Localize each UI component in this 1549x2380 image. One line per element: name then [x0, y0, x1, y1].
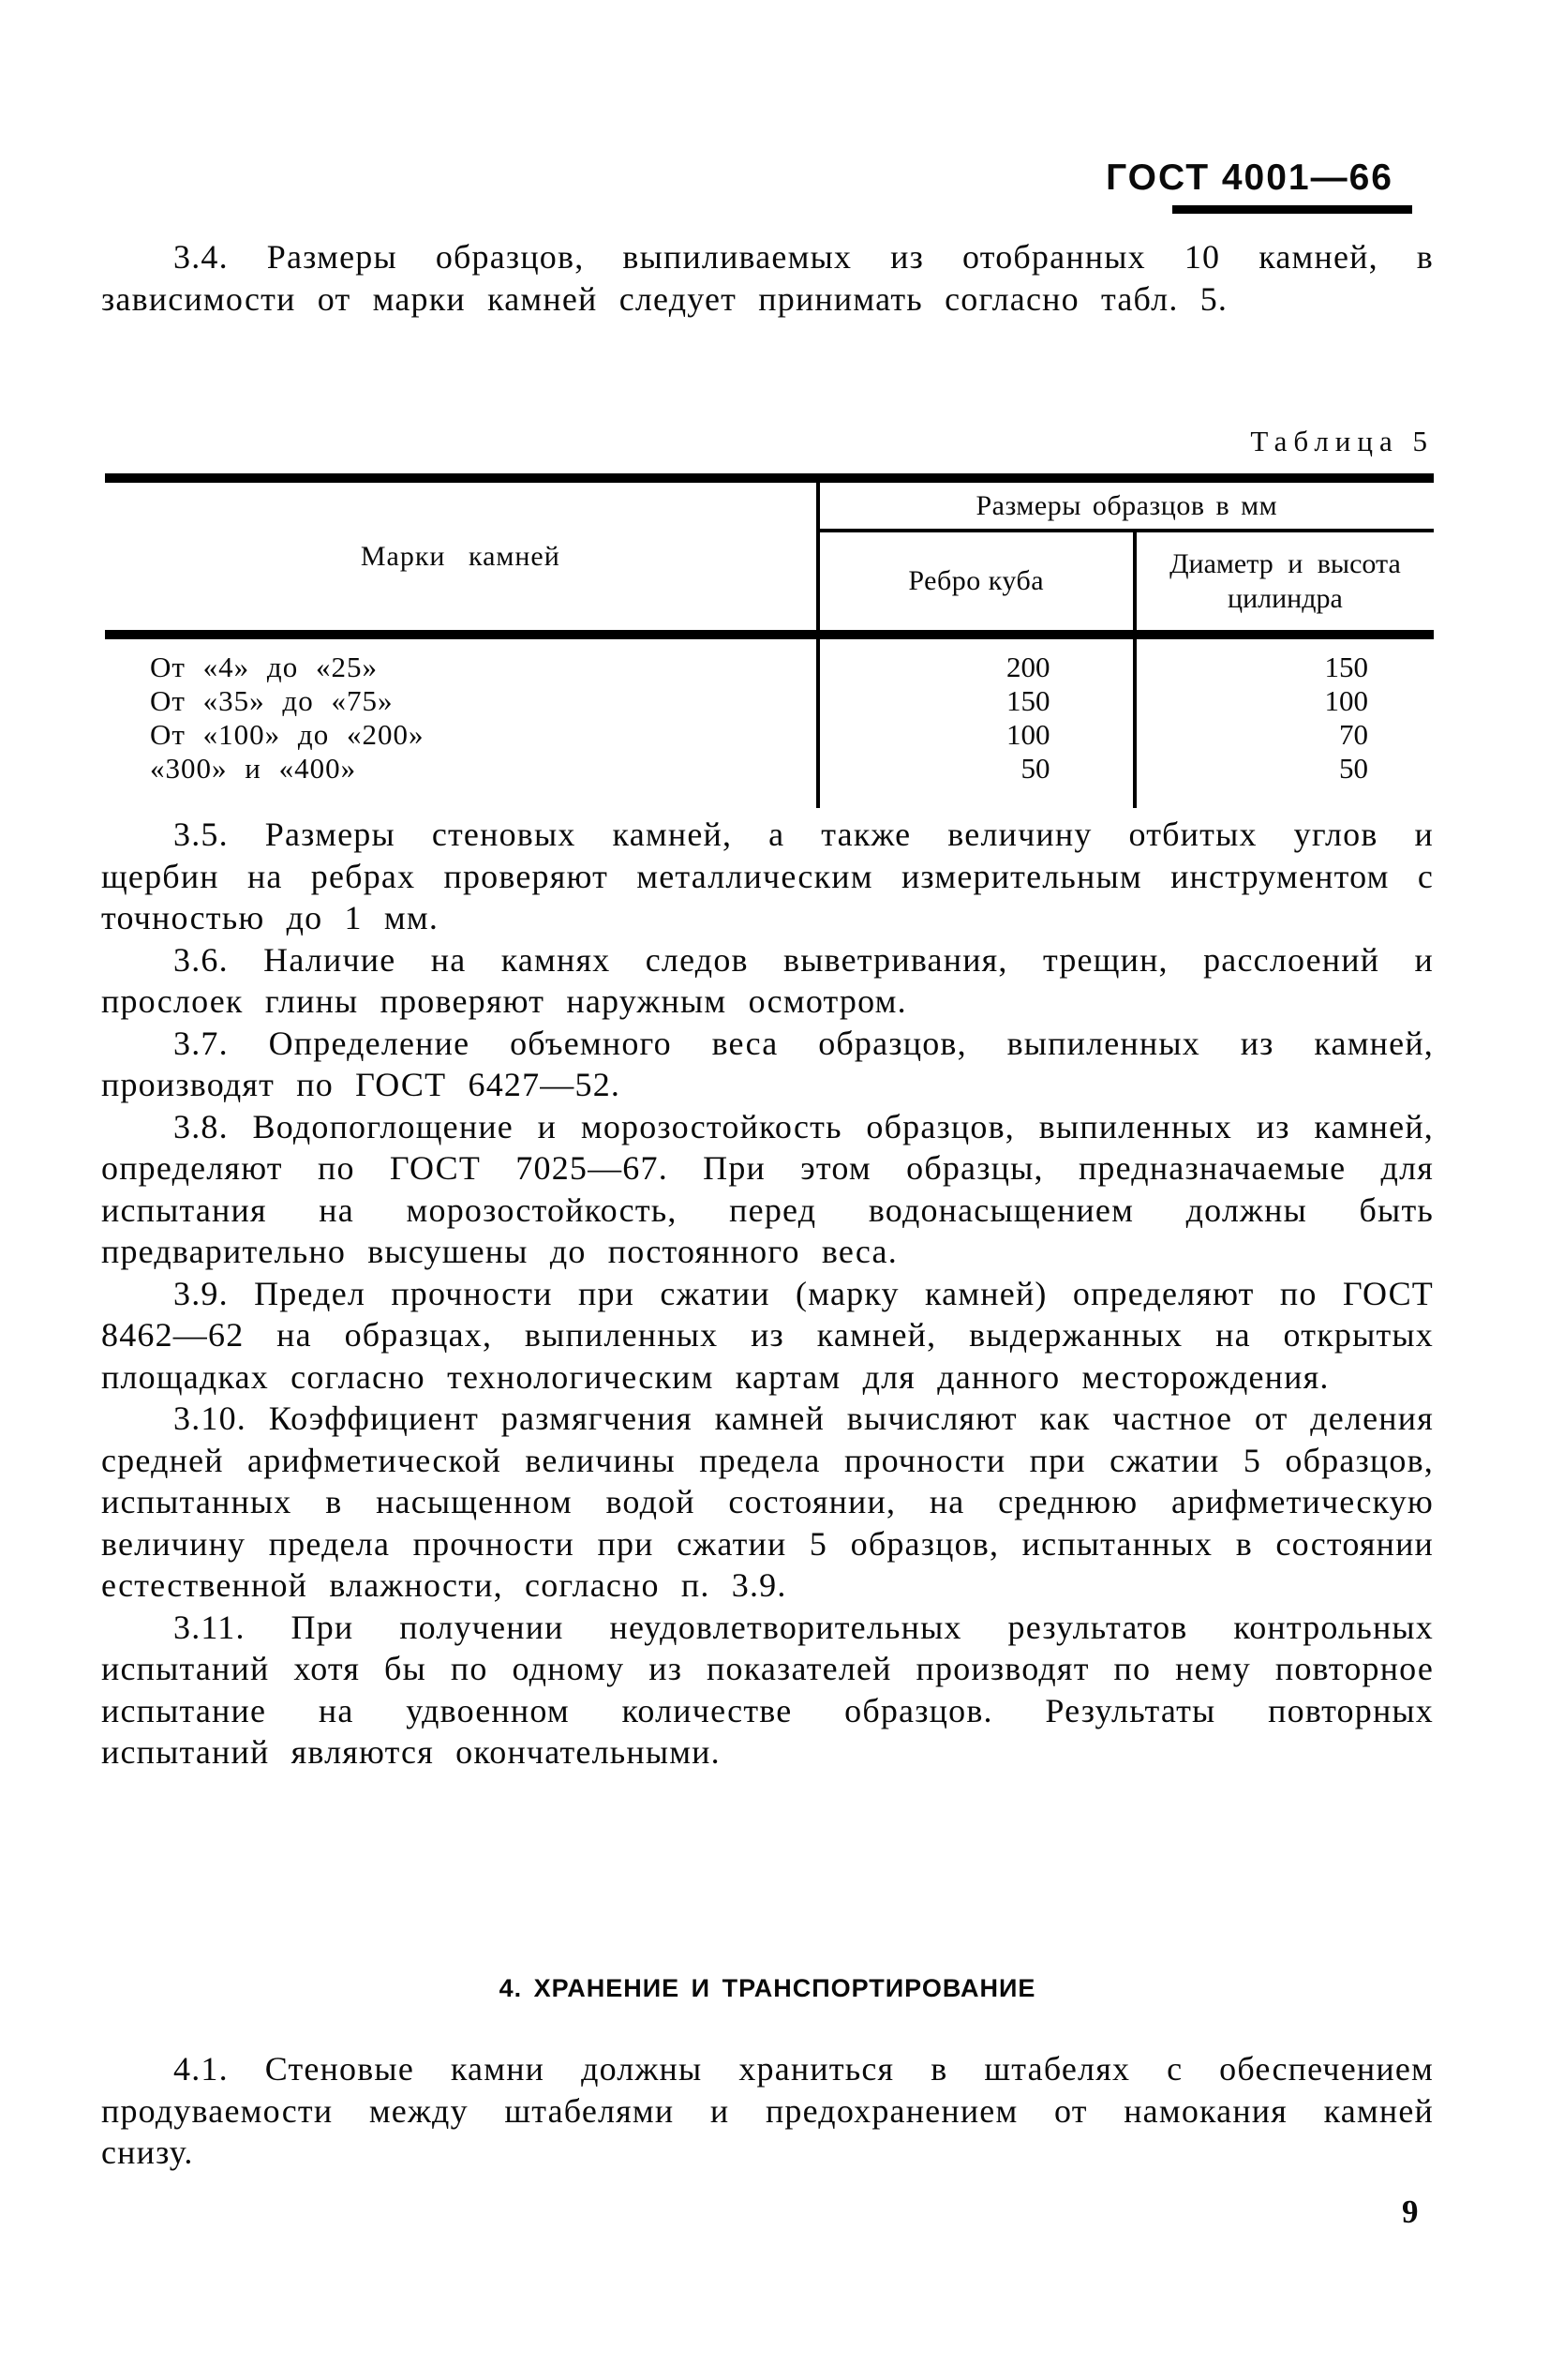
paragraph-3-5: 3.5. Размеры стеновых камней, а также величину отбитых углов и щербин на ребрах проверяют металлическим измерительным инструментом с точностью до 1 мм. — [101, 816, 1434, 936]
table-cell-cylinder: 70 — [1338, 718, 1368, 751]
table-header-sizes-group — [820, 483, 1434, 630]
paragraph-3-10: 3.10. Коэффициент размягчения камней вычисляют как частное от деления средней арифметической величины предела прочности при сжатии 5 образцов, испытанных в насыщенном водой состоянии, на среднюю арифметическую величину предела прочности при сжатии 5 образцов, испытанных в состоянии естественной влажности, согласно п. 3.9. — [101, 1400, 1434, 1604]
paragraph-3-11: 3.11. При получении неудовлетворительных результатов контрольных испытаний хотя бы по одному из показателей производят по нему повторное испытание на удвоенном количестве образцов. Результаты повторных испытаний являются окончательными. — [101, 1608, 1434, 1771]
table-cell-cube-edge: 150 — [1006, 684, 1050, 717]
table-cell-mark: От «100» до «200» — [150, 718, 424, 751]
table-header-cylinder: Диаметр и высота цилиндра — [1133, 532, 1434, 630]
table-header-sizes: Размеры образцов в мм — [820, 483, 1434, 532]
table-row — [105, 718, 1434, 752]
paragraph-3-4: 3.4. Размеры образцов, выпиливаемых из отобранных 10 камней, в зависимости от марки камней следует принимать согласно табл. 5. — [101, 238, 1434, 318]
page-number: 9 — [1402, 2193, 1419, 2230]
table-row — [105, 684, 1434, 718]
table-cell-cube-edge: 50 — [1020, 752, 1050, 785]
table-5-label: Таблица 5 — [1250, 425, 1434, 457]
table-5 — [105, 473, 1434, 808]
table-vertical-divider-2 — [1133, 639, 1137, 808]
paragraph-3-9: 3.9. Предел прочности при сжатии (марку камней) определяют по ГОСТ 8462—62 на образцах, выпиленных из камней, выдержанных на открытых площадках согласно технологическим картам для данного месторождения. — [101, 1274, 1434, 1396]
table-cell-mark: От «35» до «75» — [150, 684, 394, 717]
table-cell-cube-edge: 100 — [1006, 718, 1050, 751]
table-row — [105, 752, 1434, 786]
section-4-heading: 4. ХРАНЕНИЕ И ТРАНСПОРТИРОВАНИЕ — [499, 1974, 1036, 2002]
doc-code-underline — [1172, 205, 1412, 214]
table-header-marks: Марки камней — [105, 483, 820, 630]
table-body — [105, 639, 1434, 808]
paragraph-3-7: 3.7. Определение объемного веса образцов, выпиленных из камней, производят по ГОСТ 6427—52. — [101, 1024, 1434, 1103]
table-cell-cylinder: 150 — [1324, 651, 1368, 683]
paragraph-4-1: 4.1. Стеновые камни должны храниться в штабелях с обеспечением продуваемости между штабелями и предохранением от намокания камней снизу. — [101, 2050, 1434, 2171]
table-top-rule — [105, 473, 1434, 483]
doc-code-header — [1106, 157, 1412, 214]
table-cell-cube-edge: 200 — [1006, 651, 1050, 683]
table-cell-mark: От «4» до «25» — [150, 651, 378, 683]
paragraph-3-6: 3.6. Наличие на камнях следов выветривания, трещин, расслоений и прослоек глины проверяют наружным осмотром. — [101, 940, 1434, 1020]
doc-code: ГОСТ 4001—66 — [1106, 157, 1393, 198]
table-cell-cylinder: 50 — [1338, 752, 1368, 785]
section-3-paragraphs — [101, 814, 1434, 1774]
table-cell-mark: «300» и «400» — [150, 752, 357, 785]
paragraph-3-8: 3.8. Водопоглощение и морозостойкость образцов, выпиленных из камней, определяют по ГОСТ 7025—67. При этом образцы, предназначаемые для испытания на морозостойкость, перед водонасыщением должны быть предварительно высушены до постоянного веса. — [101, 1107, 1434, 1270]
table-row — [105, 651, 1434, 684]
table-header-row — [105, 483, 1434, 630]
table-cell-cylinder: 100 — [1324, 684, 1368, 717]
table-vertical-divider-1 — [816, 639, 820, 808]
table-header-cube-edge: Ребро куба — [908, 565, 1045, 596]
table-subheader-row — [820, 532, 1434, 630]
table-header-separator-rule — [105, 630, 1434, 639]
